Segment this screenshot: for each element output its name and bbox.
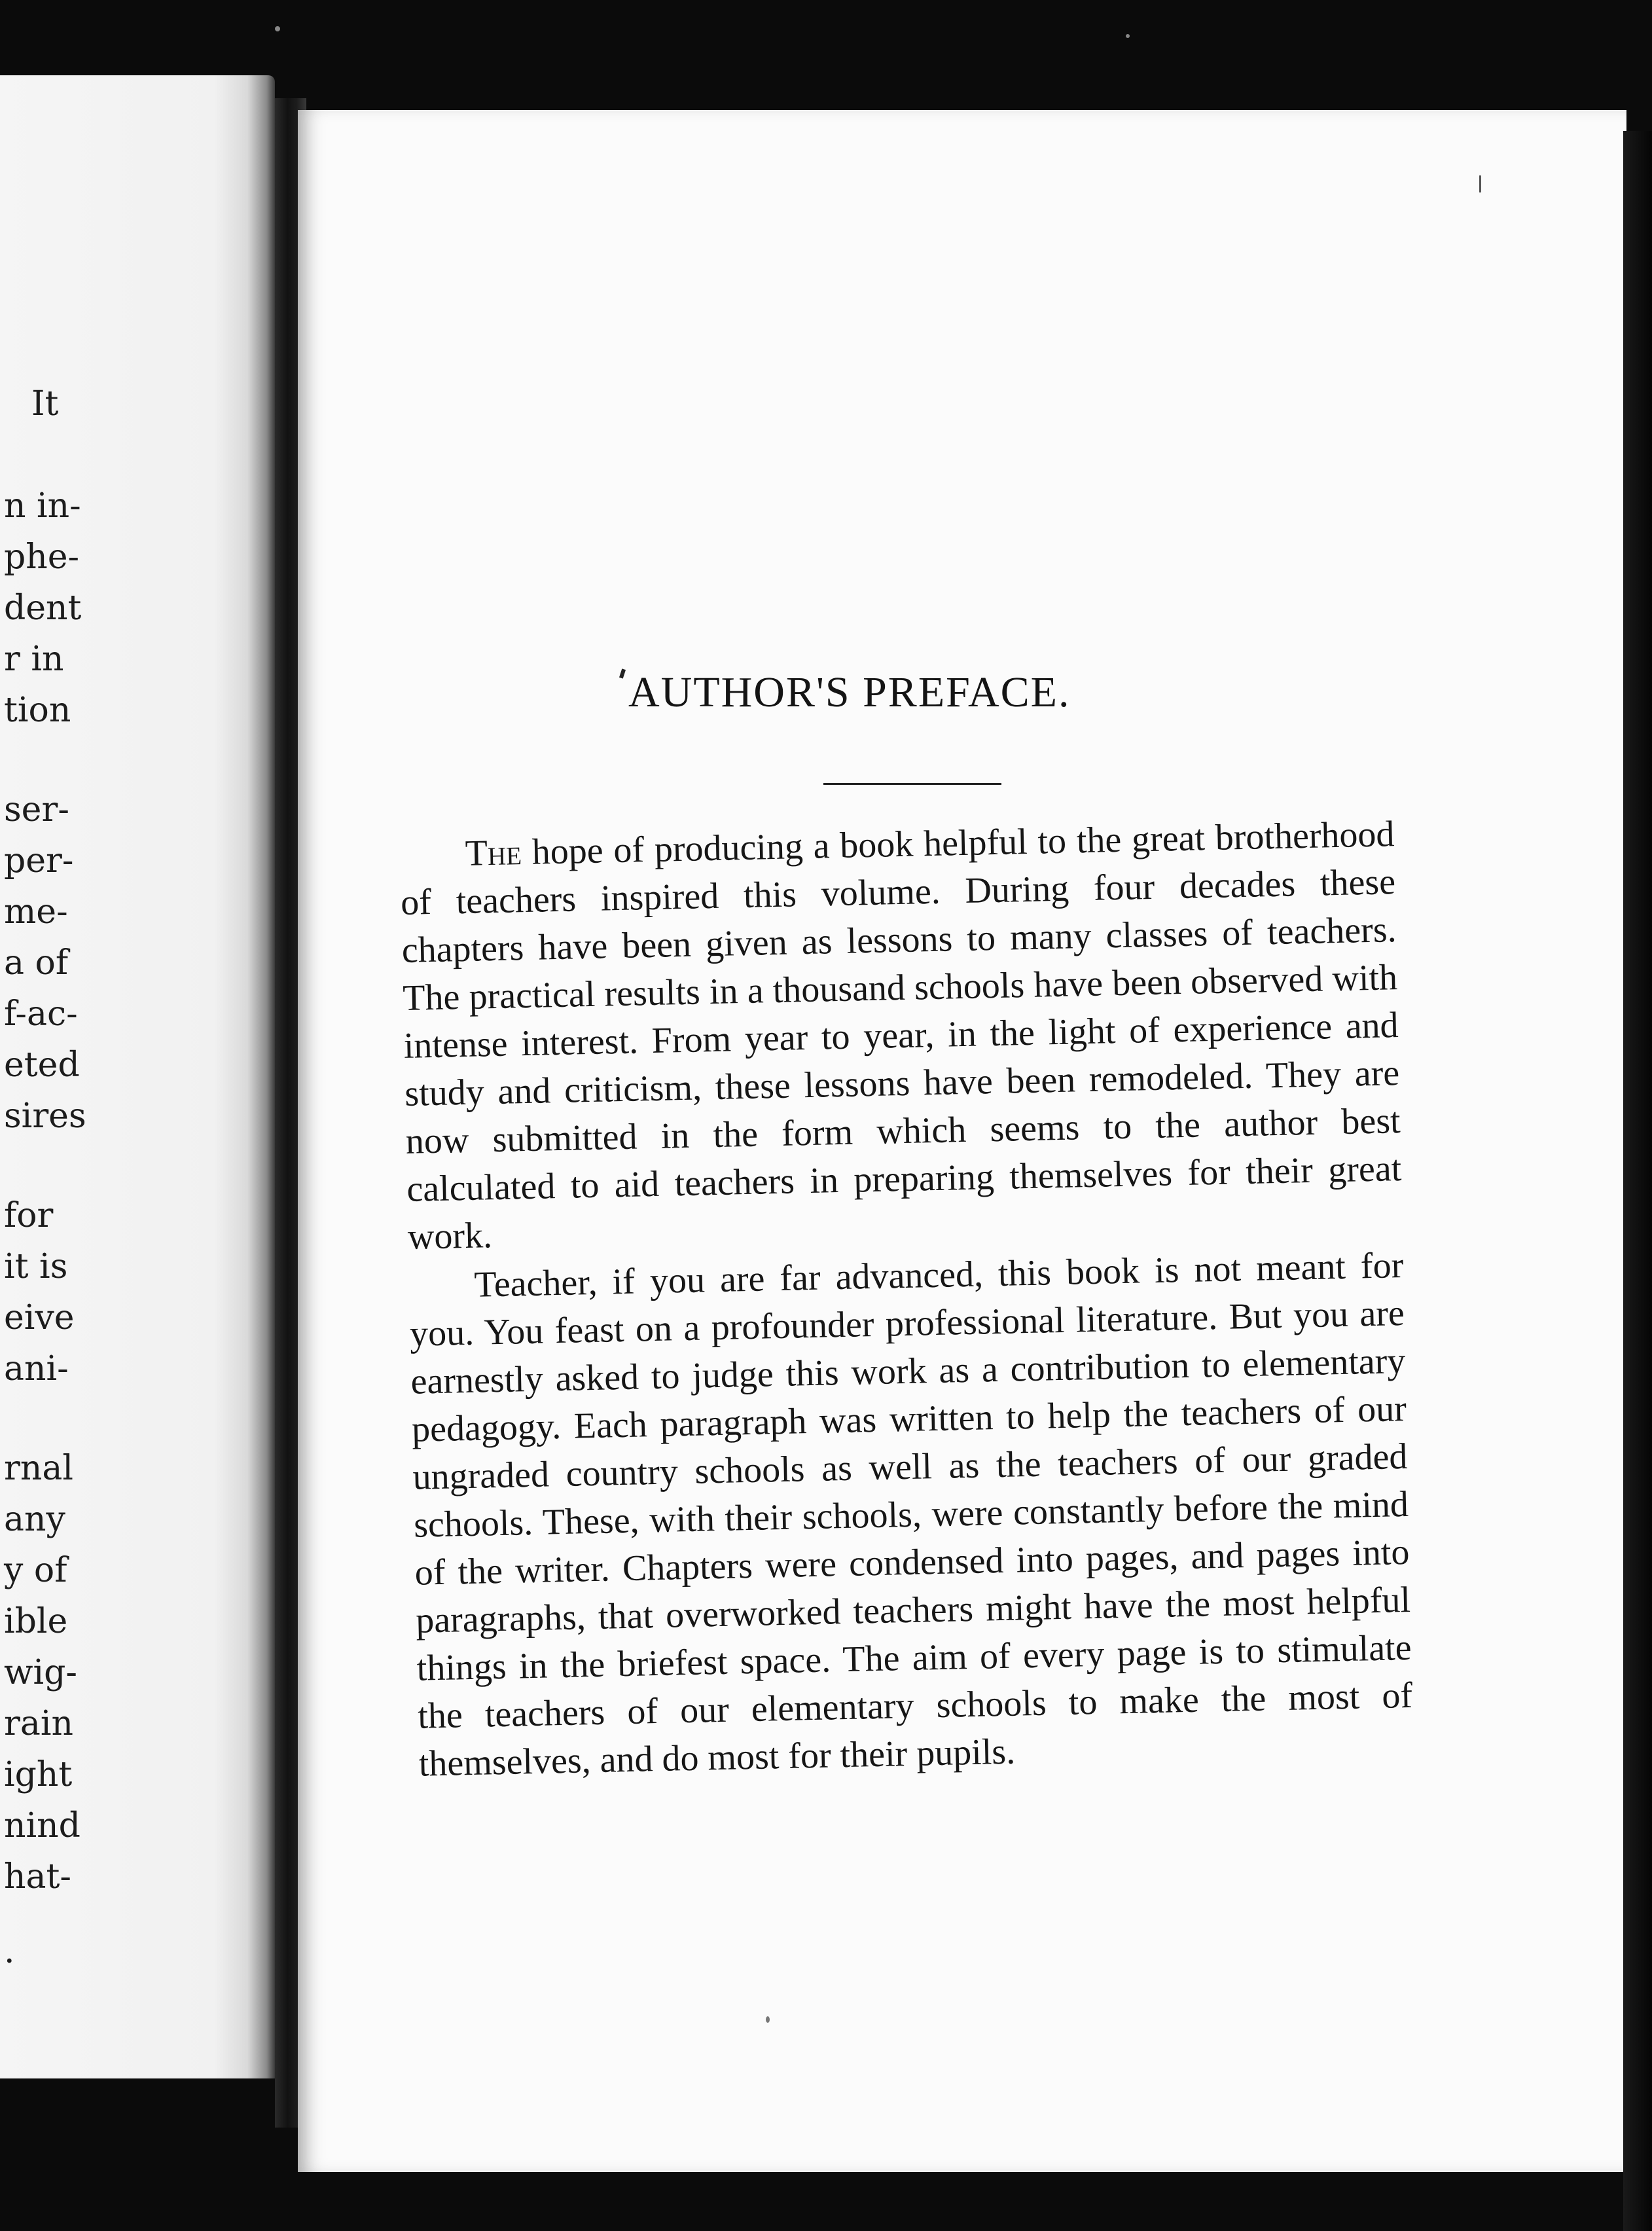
paragraph-text: hope of producing a book helpful to the great brotherhood of teachers inspired this volume. During four decades these chapters have been given as lessons to many classes of teachers. The practical results in a thousand schools have been observed with intense interest. From year to year, in the light of experience and study and criticism, these lessons have been remodeled. They are now submitted in the form which seems to the author best calculated to aid teachers in preparing themselves for their great work. bbox=[400, 814, 1402, 1258]
left-page-fragment: . bbox=[4, 1932, 15, 1971]
left-page-fragment: a of bbox=[4, 943, 69, 983]
left-page-fragment: r in bbox=[4, 640, 64, 679]
left-page-fragment: wig- bbox=[4, 1653, 77, 1692]
scan-speck bbox=[1126, 34, 1130, 38]
left-page-fragment: rain bbox=[4, 1704, 73, 1743]
left-page-fragment: me- bbox=[4, 892, 68, 932]
left-page-fragment: tion bbox=[4, 691, 71, 730]
book-cover-edge bbox=[1623, 131, 1652, 2231]
paragraph-lead: The bbox=[465, 832, 522, 874]
scan-speck bbox=[275, 26, 280, 31]
left-page bbox=[0, 75, 275, 2078]
preface-paragraph bbox=[408, 1242, 1414, 1788]
left-page-fragment: per- bbox=[4, 841, 74, 880]
left-page-fragment: rnal bbox=[4, 1449, 73, 1488]
left-page-fragment: ight bbox=[4, 1755, 73, 1794]
left-page-fragment: ser- bbox=[4, 790, 69, 829]
left-page-fragment: ible bbox=[4, 1602, 68, 1641]
left-page-fragment: it is bbox=[4, 1247, 68, 1286]
preface-paragraph bbox=[399, 810, 1403, 1261]
left-page-fragment: any bbox=[4, 1500, 65, 1539]
left-page-fragment: y of bbox=[4, 1551, 67, 1590]
preface-body bbox=[399, 810, 1414, 1788]
scan-speck bbox=[766, 2016, 770, 2023]
left-page-fragment: It bbox=[31, 384, 59, 424]
page-mark bbox=[1479, 175, 1481, 192]
left-page-fragment: nind bbox=[4, 1806, 81, 1845]
left-page-fragment: hat- bbox=[4, 1857, 71, 1896]
left-page-fragment: dent bbox=[4, 589, 82, 628]
title-rule bbox=[823, 783, 1001, 785]
left-page-fragment: eted bbox=[4, 1045, 80, 1085]
left-page-fragment: eive bbox=[4, 1298, 75, 1337]
left-page-fragment: f-ac- bbox=[4, 994, 78, 1034]
left-page-fragment: sires bbox=[4, 1097, 86, 1136]
left-page-fragment: for bbox=[4, 1196, 54, 1235]
page-title: AUTHOR'S PREFACE. bbox=[628, 668, 1071, 716]
paragraph-text: Teacher, if you are far advanced, this book is not meant for you. You feast on a profounder professional literature. But you are earnestly asked to judge this work as a contribution to elementary pedagogy. Each paragraph was written to help the teachers of our ungraded country schools as well as the teachers of our graded schools. These, with their schools, were constantly before the mind of the writer. Chapters were condensed into pages, and pages into paragraphs, that overworked teachers might have the most helpful things in the briefest space. The aim of every page is to stimulate the teachers of our elementary schools to make the most of themselves, and do most for their pupils. bbox=[409, 1245, 1413, 1785]
left-page-fragment: ani- bbox=[4, 1349, 69, 1388]
left-page-fragment: n in- bbox=[4, 486, 81, 526]
left-page-fragment: phe- bbox=[4, 537, 80, 577]
